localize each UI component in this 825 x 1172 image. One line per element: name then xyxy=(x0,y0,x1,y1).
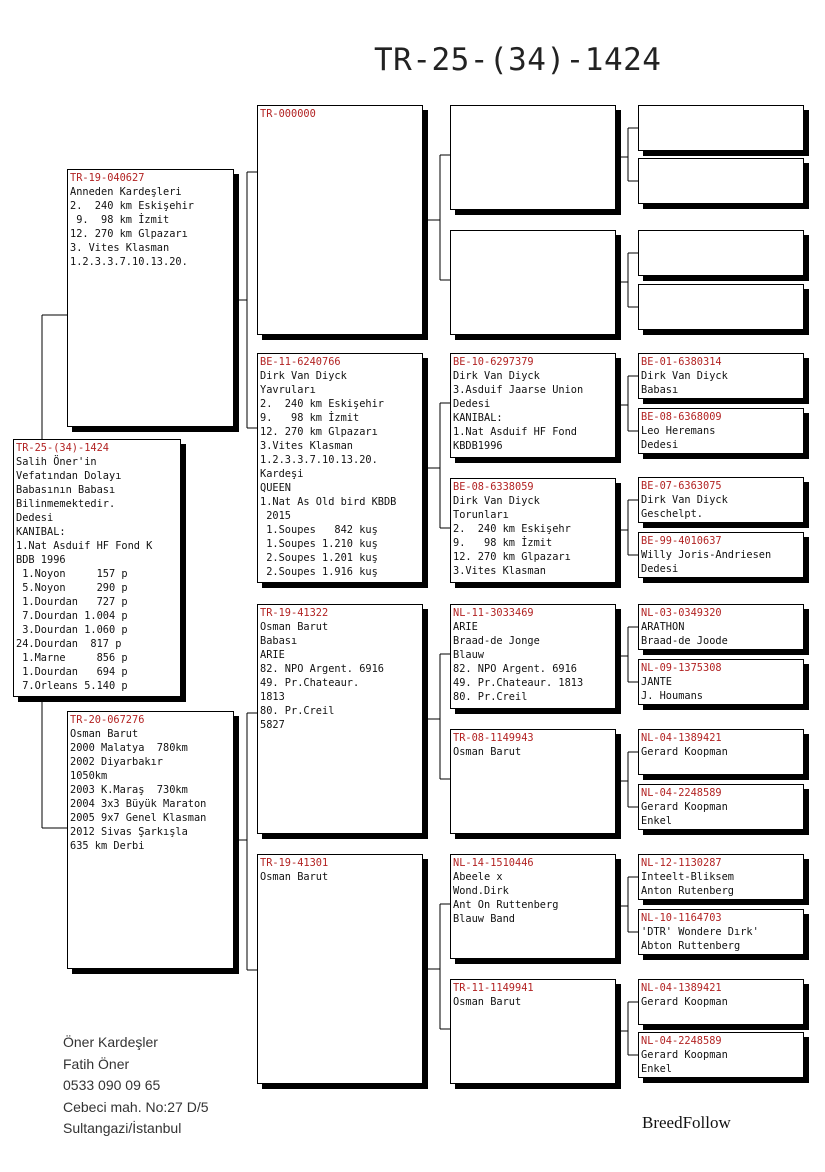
info-line: ARIE xyxy=(260,649,285,661)
info-line: 2.Soupes 1.916 kuş xyxy=(260,566,378,578)
info-line: Geschelpt. xyxy=(641,508,703,520)
great-grandparent-card xyxy=(450,854,616,959)
great-great-grandparent-card xyxy=(638,659,804,705)
great-grandparent-card xyxy=(450,230,616,335)
info-line: 2012 Sivas Şarkışla xyxy=(70,826,188,838)
info-line: Osman Barut xyxy=(453,996,522,1008)
info-line: 3.Dourdan 1.060 p xyxy=(16,624,128,636)
ring-number: TR-20-067276 xyxy=(70,714,145,726)
info-line: Osman Barut xyxy=(453,746,522,758)
info-line: 2. 240 km Eskişehir xyxy=(260,398,384,410)
ring-number: TR-08-1149943 xyxy=(453,732,534,744)
info-line: 7.Orleans 5.140 p xyxy=(16,680,128,692)
info-line: 9. 98 km İzmit xyxy=(70,214,170,226)
info-line: Bilinmemektedir. xyxy=(16,498,116,510)
ring-number: BE-08-6338059 xyxy=(453,481,534,493)
info-line: 3.Vites Klasman xyxy=(453,565,546,577)
ring-number: NL-03-0349320 xyxy=(641,607,722,619)
info-line: 2015 xyxy=(260,510,291,522)
info-line: 1.Noyon 157 p xyxy=(16,568,128,580)
great-great-grandparent-card xyxy=(638,284,804,330)
info-line: ARATHON xyxy=(641,621,685,633)
info-line: 24.Dourdan 817 p xyxy=(16,638,122,650)
ring-number: TR-000000 xyxy=(260,108,316,120)
info-line: Yavruları xyxy=(260,384,316,396)
info-line: Gerard Koopman xyxy=(641,1049,728,1061)
info-line: 9. 98 km İzmit xyxy=(260,412,360,424)
info-line: 3.Asduif Jaarse Union xyxy=(453,384,584,396)
info-line: J. Houmans xyxy=(641,690,703,702)
great-great-grandparent-card xyxy=(638,729,804,775)
info-line: 5827 xyxy=(260,719,285,731)
info-line: 1050km xyxy=(70,770,108,782)
info-line: 'DTR' Wondere Dırk' xyxy=(641,926,759,938)
info-line: 1.Nat Asduif HF Fond K xyxy=(16,540,153,552)
great-great-grandparent-card xyxy=(638,909,804,955)
ring-number: BE-01-6380314 xyxy=(641,356,722,368)
info-line: Blauw Band xyxy=(453,913,515,925)
great-great-grandparent-card xyxy=(638,784,804,830)
info-line: 2. 240 km Eskişehr xyxy=(453,523,571,535)
great-grandparent-card xyxy=(450,979,616,1084)
great-grandparent-card xyxy=(450,604,616,709)
info-line: Dedesi xyxy=(641,439,679,451)
info-line: 5.Noyon 290 p xyxy=(16,582,128,594)
breeder-name: Öner Kardeşler xyxy=(63,1034,158,1050)
info-line: 1.Dourdan 694 p xyxy=(16,666,128,678)
info-line: Osman Barut xyxy=(70,728,139,740)
ring-number: NL-04-2248589 xyxy=(641,787,722,799)
ring-number: NL-14-1510446 xyxy=(453,857,534,869)
info-line: 1.Dourdan 727 p xyxy=(16,596,128,608)
info-line: 2005 9x7 Genel Klasman xyxy=(70,812,207,824)
ring-number: TR-11-1149941 xyxy=(453,982,534,994)
address-city: Sultangazi/İstanbul xyxy=(63,1120,182,1136)
info-line: 9. 98 km İzmit xyxy=(453,537,553,549)
info-line: 1.2.3.3.7.10.13.20. xyxy=(260,454,378,466)
owner-name: Fatih Öner xyxy=(63,1055,130,1072)
info-line: KBDB1996 xyxy=(453,440,503,452)
info-line: 1.Marne 856 p xyxy=(16,652,128,664)
info-line: 7.Dourdan 1.004 p xyxy=(16,610,128,622)
info-line: Gerard Koopman xyxy=(641,801,728,813)
great-grandparent-card xyxy=(450,478,616,583)
ring-number: NL-04-1389421 xyxy=(641,732,722,744)
info-line: Wond.Dirk xyxy=(453,885,509,897)
sire-card xyxy=(67,169,234,427)
dam-card xyxy=(67,711,234,969)
info-line: 49. Pr.Chateaur. 1813 xyxy=(453,677,584,689)
grandparent-card xyxy=(257,604,423,834)
great-great-grandparent-card xyxy=(638,353,804,399)
info-line: 2.Soupes 1.201 kuş xyxy=(260,552,378,564)
info-line: JANTE xyxy=(641,676,672,688)
ring-number: BE-11-6240766 xyxy=(260,356,341,368)
ring-number: NL-12-1130287 xyxy=(641,857,722,869)
info-line: BDB 1996 xyxy=(16,554,66,566)
great-great-grandparent-card xyxy=(638,532,804,578)
great-grandparent-card xyxy=(450,105,616,210)
ring-number: NL-04-1389421 xyxy=(641,982,722,994)
info-line: 635 km Derbi xyxy=(70,840,145,852)
info-line: Torunları xyxy=(453,509,509,521)
ring-number: TR-19-040627 xyxy=(70,172,145,184)
subject-card xyxy=(13,439,181,697)
info-line: 49. Pr.Chateaur. xyxy=(260,677,360,689)
ring-number: TR-19-41322 xyxy=(260,607,329,619)
info-line: 2002 Diyarbakır xyxy=(70,756,163,768)
great-great-grandparent-card xyxy=(638,477,804,523)
info-line: 1.2.3.3.7.10.13.20. xyxy=(70,256,188,268)
ring-number: BE-08-6368009 xyxy=(641,411,722,423)
info-line: Ant On Ruttenberg xyxy=(453,899,559,911)
pedigree-title: TR-25-(34)-1424 xyxy=(374,42,662,78)
ring-number: BE-10-6297379 xyxy=(453,356,534,368)
brand-logo-text: BreedFollow xyxy=(642,1113,731,1132)
ring-number: BE-99-4010637 xyxy=(641,535,722,547)
great-great-grandparent-card xyxy=(638,979,804,1025)
info-line: 2000 Malatya 780km xyxy=(70,742,188,754)
info-line: Enkel xyxy=(641,815,672,827)
great-grandparent-card xyxy=(450,353,616,458)
info-line: Kardeşi xyxy=(260,468,304,480)
info-line: Osman Barut xyxy=(260,871,329,883)
info-line: 1813 xyxy=(260,691,285,703)
info-line: Enkel xyxy=(641,1063,672,1075)
info-line: 1.Nat As Old bird KBDB xyxy=(260,496,397,508)
great-great-grandparent-card xyxy=(638,604,804,650)
great-great-grandparent-card xyxy=(638,230,804,276)
info-line: Braad-de Joode xyxy=(641,635,728,647)
info-line: 1.Nat Asduif HF Fond xyxy=(453,426,577,438)
info-line: 12. 270 km Glpazarı xyxy=(453,551,571,563)
info-line: Willy Joris-Andriesen xyxy=(641,549,772,561)
ring-number: NL-11-3033469 xyxy=(453,607,534,619)
info-line: 12. 270 km Glpazarı xyxy=(260,426,378,438)
info-line: Babası xyxy=(641,384,679,396)
info-line: 80. Pr.Creil xyxy=(453,691,528,703)
info-line: Vefatından Dolayı xyxy=(16,470,122,482)
info-line: Dirk Van Diyck xyxy=(453,495,540,507)
address-line: Cebeci mah. No:27 D/5 xyxy=(63,1098,209,1115)
phone-number: 0533 090 09 65 xyxy=(63,1077,161,1093)
info-line: KANIBAL: xyxy=(453,412,503,424)
info-line: Dedesi xyxy=(641,563,679,575)
info-line: 2003 K.Maraş 730km xyxy=(70,784,188,796)
info-line: 12. 270 km Glpazarı xyxy=(70,228,188,240)
info-line: Dedesi xyxy=(16,512,54,524)
info-line: 1.Soupes 1.210 kuş xyxy=(260,538,378,550)
info-line: Leo Heremans xyxy=(641,425,716,437)
info-line: 1.Soupes 842 kuş xyxy=(260,524,378,536)
ring-number: NL-09-1375308 xyxy=(641,662,722,674)
info-line: Dedesi xyxy=(453,398,491,410)
grandparent-card xyxy=(257,353,423,583)
ring-number: TR-25-(34)-1424 xyxy=(16,442,109,454)
info-line: Babası xyxy=(260,635,298,647)
great-great-grandparent-card xyxy=(638,408,804,454)
info-line: Blauw xyxy=(453,649,484,661)
info-line: Babasının Babası xyxy=(16,484,116,496)
ring-number: NL-04-2248589 xyxy=(641,1035,722,1047)
info-line: Inteelt-Bliksem xyxy=(641,871,734,883)
great-great-grandparent-card xyxy=(638,854,804,900)
ring-number: BE-07-6363075 xyxy=(641,480,722,492)
info-line: 82. NPO Argent. 6916 xyxy=(260,663,384,675)
info-line: Abton Ruttenberg xyxy=(641,940,741,952)
great-great-grandparent-card xyxy=(638,105,804,151)
great-grandparent-card xyxy=(450,729,616,834)
info-line: Gerard Koopman xyxy=(641,746,728,758)
info-line: Dirk Van Diyck xyxy=(453,370,540,382)
info-line: ARIE xyxy=(453,621,478,633)
info-line: 3.Vites Klasman xyxy=(260,440,353,452)
ring-number: NL-10-1164703 xyxy=(641,912,722,924)
grandparent-card xyxy=(257,105,423,335)
info-line: 2. 240 km Eskişehir xyxy=(70,200,194,212)
info-line: Braad-de Jonge xyxy=(453,635,540,647)
info-line: Dirk Van Diyck xyxy=(260,370,347,382)
ring-number: TR-19-41301 xyxy=(260,857,329,869)
info-line: 80. Pr.Creil xyxy=(260,705,335,717)
info-line: 82. NPO Argent. 6916 xyxy=(453,663,577,675)
breeder-contact xyxy=(63,1032,209,1140)
info-line: QUEEN xyxy=(260,482,291,494)
great-great-grandparent-card xyxy=(638,1032,804,1078)
grandparent-card xyxy=(257,854,423,1084)
info-line: KANIBAL: xyxy=(16,526,66,538)
info-line: Salih Öner'in xyxy=(16,456,97,468)
info-line: Dirk Van Diyck xyxy=(641,370,728,382)
great-great-grandparent-card xyxy=(638,158,804,204)
info-line: Anneden Kardeşleri xyxy=(70,186,182,198)
info-line: Osman Barut xyxy=(260,621,329,633)
info-line: Abeele x xyxy=(453,871,503,883)
info-line: Dirk Van Diyck xyxy=(641,494,728,506)
info-line: Gerard Koopman xyxy=(641,996,728,1008)
info-line: 3. Vites Klasman xyxy=(70,242,170,254)
info-line: Anton Rutenberg xyxy=(641,885,734,897)
info-line: 2004 3x3 Büyük Maraton xyxy=(70,798,207,810)
